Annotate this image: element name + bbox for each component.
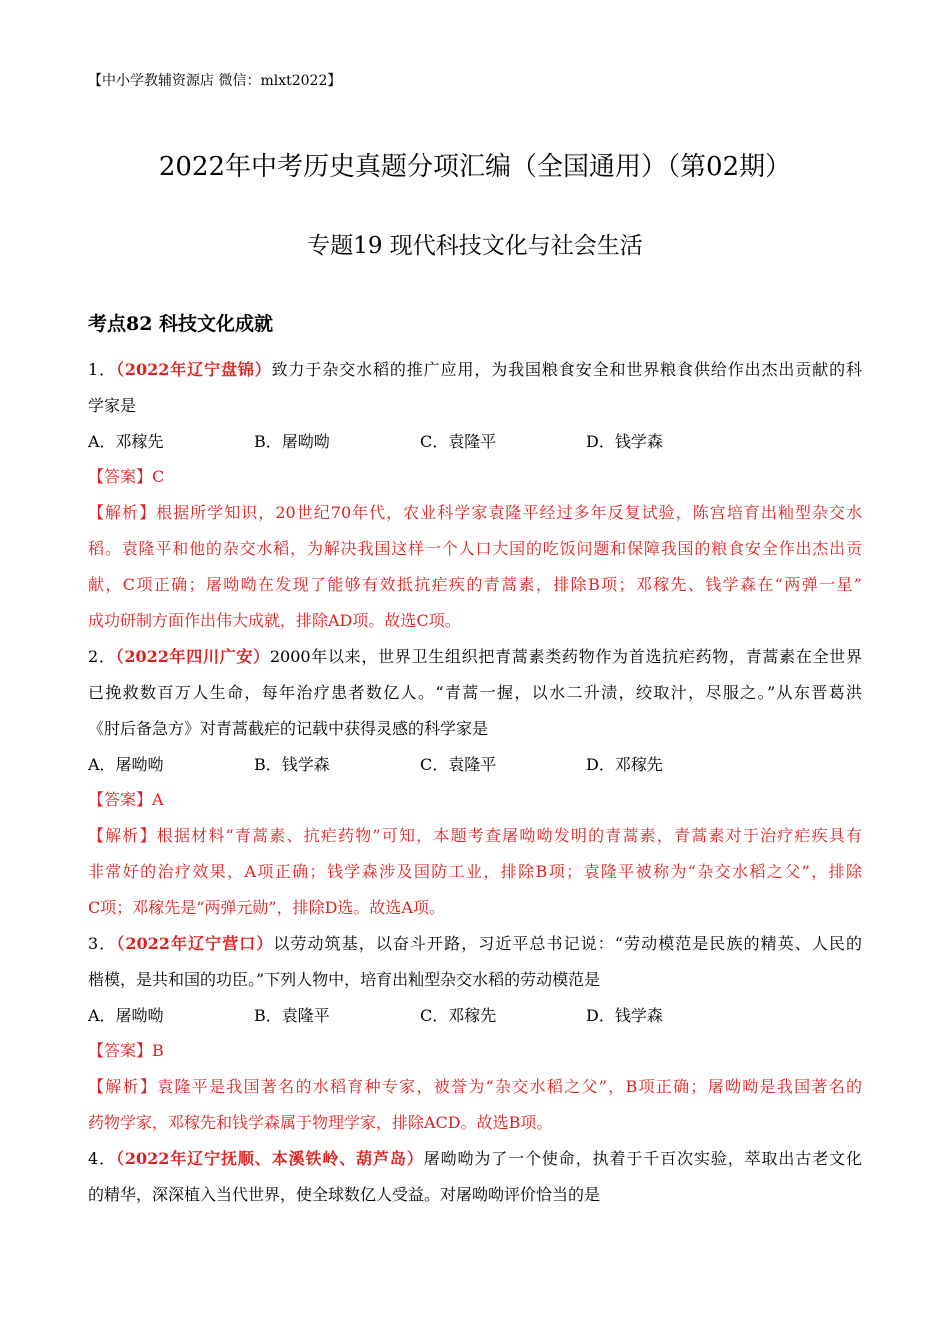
question-stem-line: 已挽救数百万人生命，每年治疗患者数亿人。“青蒿一握，以水二升渍，绞取汁，尽服之。”从东晋葛洪 [88,683,862,702]
option-c: C．邓稼先 [420,1006,497,1025]
option-d: D．邓稼先 [586,755,663,774]
question-stem-line: 1．（2022年辽宁盘锦）致力于杂交水稻的推广应用，为我国粮食安全和世界粮食供给作出杰出贡献的科 [88,360,862,379]
question-source: （2022年辽宁营口） [116,934,274,953]
sub-title: 专题19 现代科技文化与社会生活 [307,233,643,259]
question-4 [88,1141,862,1213]
question-number: 2． [88,647,116,666]
question-stem-line: 3．（2022年辽宁营口）以劳动筑基，以奋斗开路，习近平总书记说：“劳动模范是民族的精英、人民的 [88,934,862,953]
option-c: C．袁隆平 [420,432,497,451]
question-3 [88,926,862,1141]
option-c: C．袁隆平 [420,755,497,774]
options-row [88,747,862,782]
analysis-line: 药物学家，邓稼先和钱学森属于物理学家，排除ACD。故选B项。 [88,1113,553,1132]
analysis-line: 【解析】根据材料“青蒿素、抗疟药物”可知，本题考查屠呦呦发明的青蒿素，青蒿素对于治疗疟疾具有 [88,826,862,845]
answer-value: C [152,467,165,486]
analysis-line: 非常好的治疗效果，A项正确；钱学森涉及国防工业，排除B项；袁隆平被称为“杂交水稻之父”，排除 [88,862,862,881]
answer-line [88,782,862,818]
question-stem-line: 的精华，深深植入当代世界，使全球数亿人受益。对屠呦呦评价恰当的是 [88,1185,601,1204]
analysis-line: 成功研制方面作出伟大成就，排除AD项。故选C项。 [88,611,461,630]
option-d: D．钱学森 [586,1006,663,1025]
question-stem-line: 《肘后备急方》对青蒿截疟的记载中获得灵感的科学家是 [88,719,489,738]
option-a: A．屠呦呦 [88,1006,164,1025]
question-stem-line: 4．（2022年辽宁抚顺、本溪铁岭、葫芦岛）屠呦呦为了一个使命，执着于千百次实验，萃取出古老文化 [88,1149,862,1168]
analysis-label: 【解析】 [88,826,157,845]
analysis-label: 【解析】 [88,503,157,522]
question-2 [88,639,862,926]
analysis-line: 【解析】根据所学知识，20世纪70年代，农业科学家袁隆平经过多年反复试验，陈宫培育出籼型杂交水 [88,503,862,522]
option-b: B．屠呦呦 [254,432,330,451]
analysis-label: 【解析】 [88,1077,158,1096]
option-a: A．屠呦呦 [88,755,164,774]
analysis-line: 【解析】袁隆平是我国著名的水稻育种专家，被誉为“杂交水稻之父”，B项正确；屠呦呦是我国著名的 [88,1077,862,1096]
option-b: B．袁隆平 [254,1006,330,1025]
section-title: 考点82 科技文化成就 [88,313,274,335]
options-row [88,998,862,1033]
question-source: （2022年辽宁盘锦） [115,360,272,379]
question-source: （2022年四川广安） [115,647,270,666]
option-a: A．邓稼先 [88,432,164,451]
question-stem-line: 楷模，是共和国的功臣。”下列人物中，培育出籼型杂交水稻的劳动模范是 [88,970,601,989]
answer-label: 【答案】 [88,467,153,486]
analysis-line: C项；邓稼先是“两弹元勋”，排除D选。故选A项。 [88,898,445,917]
answer-label: 【答案】 [88,790,153,809]
option-b: B．钱学森 [254,755,330,774]
question-source: （2022年辽宁抚顺、本溪铁岭、葫芦岛） [115,1149,424,1168]
analysis-line: 献，C项正确；屠呦呦在发现了能够有效抵抗疟疾的青蒿素，排除B项；邓稼先、钱学森在“两弹一星” [88,575,862,594]
question-1 [88,352,862,639]
options-row [88,424,862,459]
question-number: 3． [88,934,117,953]
option-d: D．钱学森 [586,432,663,451]
question-stem-line: 2．（2022年四川广安）2000年以来，世界卫生组织把青蒿素类药物作为首选抗疟药物，青蒿素在全世界 [88,647,862,666]
answer-value: B [152,1041,164,1060]
header-note: 【中小学教辅资源店 微信：mlxt2022】 [88,73,342,89]
main-title: 2022年中考历史真题分项汇编（全国通用）（第02期） [158,152,792,182]
analysis-line: 稻。袁隆平和他的杂交水稻，为解决我国这样一个人口大国的吃饭问题和保障我国的粮食安全作出杰出贡 [88,539,862,558]
question-stem-line: 学家是 [88,396,137,415]
question-list [88,352,862,1213]
answer-value: A [152,790,164,809]
question-number: 4． [88,1149,116,1168]
answer-label: 【答案】 [88,1041,153,1060]
answer-line [88,1033,862,1069]
question-number: 1． [88,360,116,379]
answer-line [88,459,862,495]
